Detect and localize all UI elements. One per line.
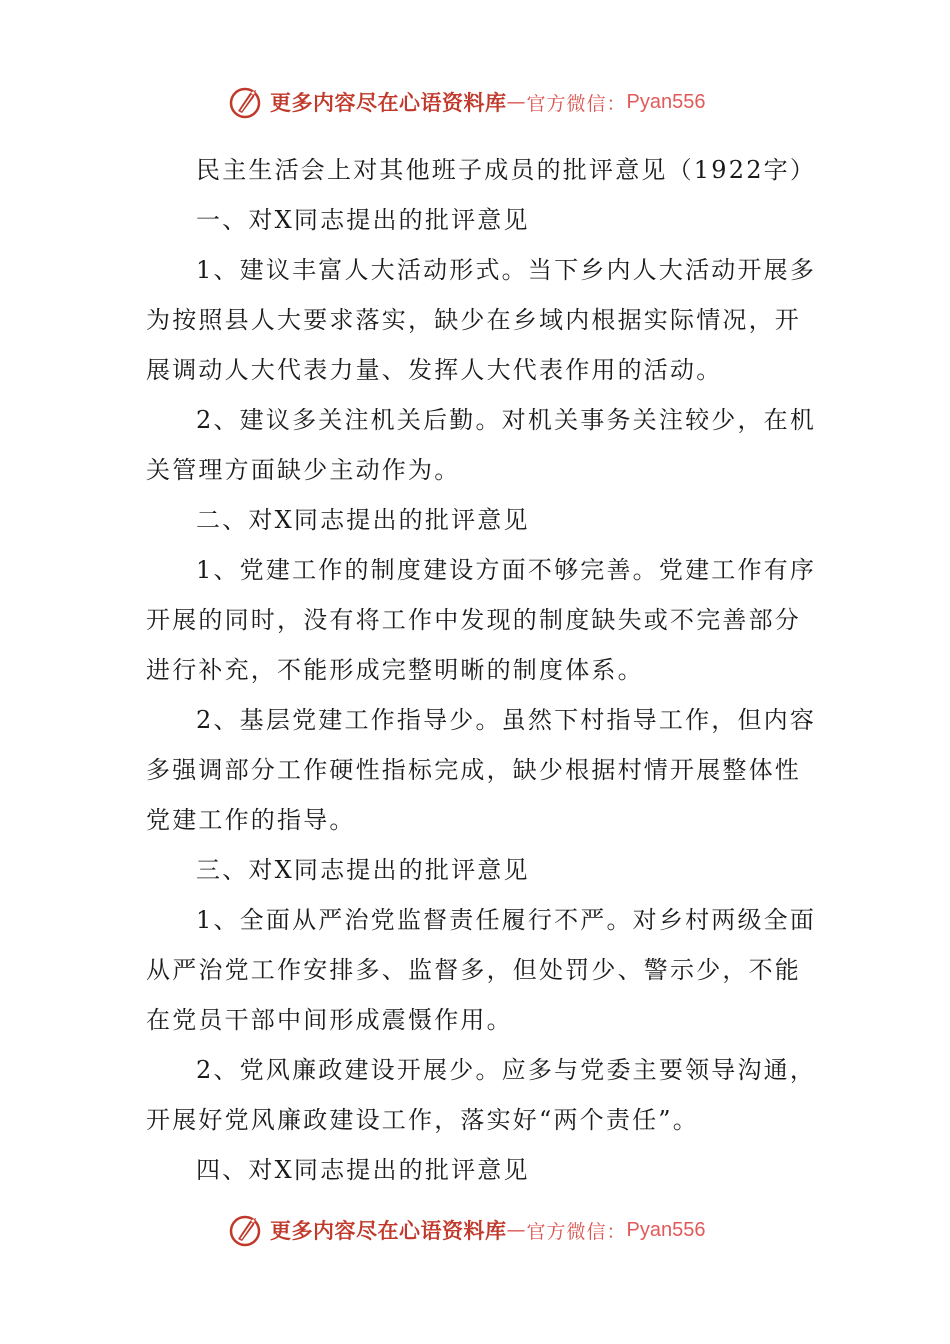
brand-text: 更多内容尽在心语资料库 <box>270 90 507 115</box>
header-banner <box>228 82 705 122</box>
paragraph-line: 进行补充，不能形成完整明晰的制度体系。 <box>146 656 644 684</box>
paragraph-line: 为按照县人大要求落实，缺少在乡域内根据实际情况，开 <box>146 306 801 334</box>
pen-logo-icon <box>228 1212 264 1248</box>
section-heading-3: 三、对X同志提出的批评意见 <box>196 856 530 884</box>
brand-text: 更多内容尽在心语资料库 <box>270 1218 507 1243</box>
paragraph-line: 1、全面从严治党监督责任履行不严。对乡村两级全面 <box>196 906 817 934</box>
paragraph-line: 从严治党工作安排多、监督多，但处罚少、警示少，不能 <box>146 956 801 984</box>
section-heading-2: 二、对X同志提出的批评意见 <box>196 506 530 534</box>
paragraph-line: 党建工作的指导。 <box>146 806 356 834</box>
paragraph-line: 2、建议多关注机关后勤。对机关事务关注较少，在机 <box>196 406 817 434</box>
section-heading-4: 四、对X同志提出的批评意见 <box>196 1156 530 1184</box>
paragraph-line: 在党员干部中间形成震慑作用。 <box>146 1006 513 1034</box>
paragraph-line: 多强调部分工作硬性指标完成，缺少根据村情开展整体性 <box>146 756 801 784</box>
paragraph-line: 开展好党风廉政建设工作，落实好“两个责任”。 <box>146 1106 699 1134</box>
wechat-handle: Pyan556 <box>626 90 706 113</box>
banner-dash: — <box>506 91 527 113</box>
section-heading-1: 一、对X同志提出的批评意见 <box>196 206 530 234</box>
wechat-handle: Pyan556 <box>626 1218 706 1241</box>
official-label: 官方微信： <box>526 1220 627 1243</box>
banner-dash: — <box>506 1219 527 1241</box>
paragraph-line: 展调动人大代表力量、发挥人大代表作用的活动。 <box>146 356 723 384</box>
paragraph-line: 开展的同时，没有将工作中发现的制度缺失或不完善部分 <box>146 606 801 634</box>
pen-logo-icon <box>228 84 264 120</box>
document-title: 民主生活会上对其他班子成员的批评意见（1922字） <box>196 156 817 184</box>
paragraph-line: 关管理方面缺少主动作为。 <box>146 456 461 484</box>
paragraph-line: 1、建议丰富人大活动形式。当下乡内人大活动开展多 <box>196 256 817 284</box>
paragraph-line: 1、党建工作的制度建设方面不够完善。党建工作有序 <box>196 556 817 584</box>
paragraph-line: 2、党风廉政建设开展少。应多与党委主要领导沟通， <box>196 1056 817 1084</box>
paragraph-line: 2、基层党建工作指导少。虽然下村指导工作，但内容 <box>196 706 817 734</box>
official-label: 官方微信： <box>526 92 627 115</box>
footer-banner <box>228 1210 705 1250</box>
